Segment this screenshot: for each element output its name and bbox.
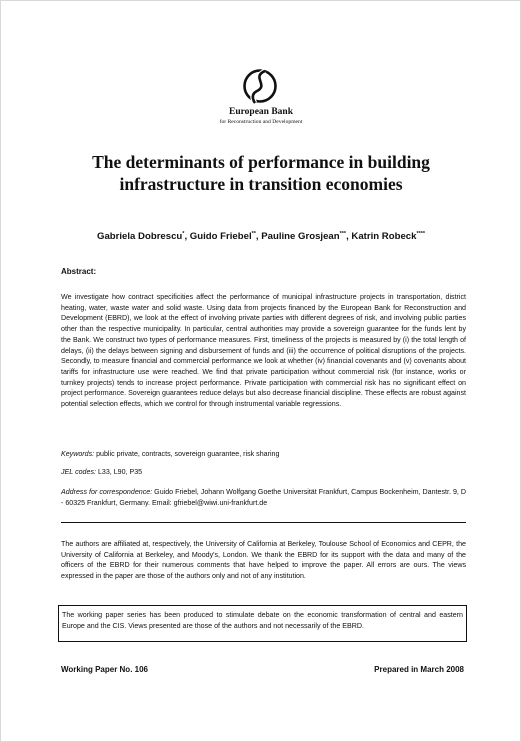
keywords-value: public private, contracts, sovereign guarantee, risk sharing (94, 450, 280, 458)
logo-name: European Bank (229, 107, 293, 117)
author-name: Pauline Grosjean (261, 231, 340, 242)
author-separator: , (346, 231, 352, 242)
abstract-heading: Abstract: (61, 267, 97, 276)
correspondence-address (61, 487, 466, 508)
paper-title: The determinants of performance in building infrastructure in transition economies (92, 152, 430, 194)
author-mark: * (182, 231, 185, 237)
ebrd-logo-icon (243, 67, 277, 105)
author-mark: *** (339, 231, 347, 237)
jel-codes-line (61, 468, 466, 476)
author-affiliations-footnote: The authors are affiliated at, respectively, the University of California at Berkeley, Toulouse School of Economics and CEPR, the University of California at Berkeley, and Moody's, London. We thank the EBRD for its support with the data and many of the officers of the EBRD for their numerous comments that have helped to improve the paper. All errors are ours. The views expressed in the paper are those of the authors only and not of any institution. (61, 540, 466, 580)
author-list (21, 231, 501, 242)
jel-value: L33, L90, P35 (95, 468, 143, 476)
working-paper-number: Working Paper No. 106 (61, 665, 148, 674)
author-name: Gabriela Dobrescu (96, 231, 183, 242)
logo-subtitle: for Reconstruction and Development (219, 119, 303, 125)
address-value: Guido Friebel, Johann Wolfgang Goethe Universität Frankfurt, Campus Bockenheim, Dantestr. 9, D - 60325 Frankfurt, Germany. Email: gfriebel@wiwi.uni-frankfurt.de (61, 488, 466, 507)
abstract-text: We investigate how contract specificities affect the performance of municipal infrastructure projects in transportation, district heating, water, waste water and solid waste. Using data from projects financed by the European Bank for Reconstruction and Development (EBRD), we look at the effect of involving private parties with different degrees of risk, and involving public parties other than the respective municipality. In particular, central authorities may provide a sovereign guarantee for the funds lent by the Bank. We construct two types of performance measures. First, timeliness of the projects is measured by (i) the total length of delays, (ii) the delays between signing and disbursement of funds and (iii) the occurrence of political disruptions of the projects. Secondly, to measure financial and commercial performance we look at whether (iv) financial covenants and (v) covenants about tariffs for infrastructure use were reached. We find that private participation without commercial risk (for instance, works or turnkey projects) tends to increase project performance. Private participation with commercial risk has no significant effect on project performance. Sovereign guarantees reduce delays but also decrease financial discipline. These effects are robust against potential selection effects, which we control for through instrumental variable regressions. (61, 293, 466, 409)
jel-label: JEL codes: (61, 468, 96, 476)
author-mark: **** (416, 231, 426, 237)
prepared-date: Prepared in March 2008 (374, 665, 464, 674)
section-divider (61, 522, 466, 523)
author-separator: , (184, 231, 190, 242)
author-mark: ** (251, 231, 256, 237)
author-name: Guido Friebel (189, 231, 252, 242)
working-paper-disclaimer: The working paper series has been produced to stimulate debate on the economic transformation of central and eastern Europe and the CIS. Views presented are those of the authors and not necessarily of the EBRD. (58, 605, 467, 642)
keywords-line (61, 450, 466, 458)
author-name: Katrin Robeck (351, 231, 417, 242)
author-separator: , (255, 231, 262, 242)
address-label: Address for correspondence: (61, 488, 153, 496)
keywords-label: Keywords: (61, 450, 95, 458)
